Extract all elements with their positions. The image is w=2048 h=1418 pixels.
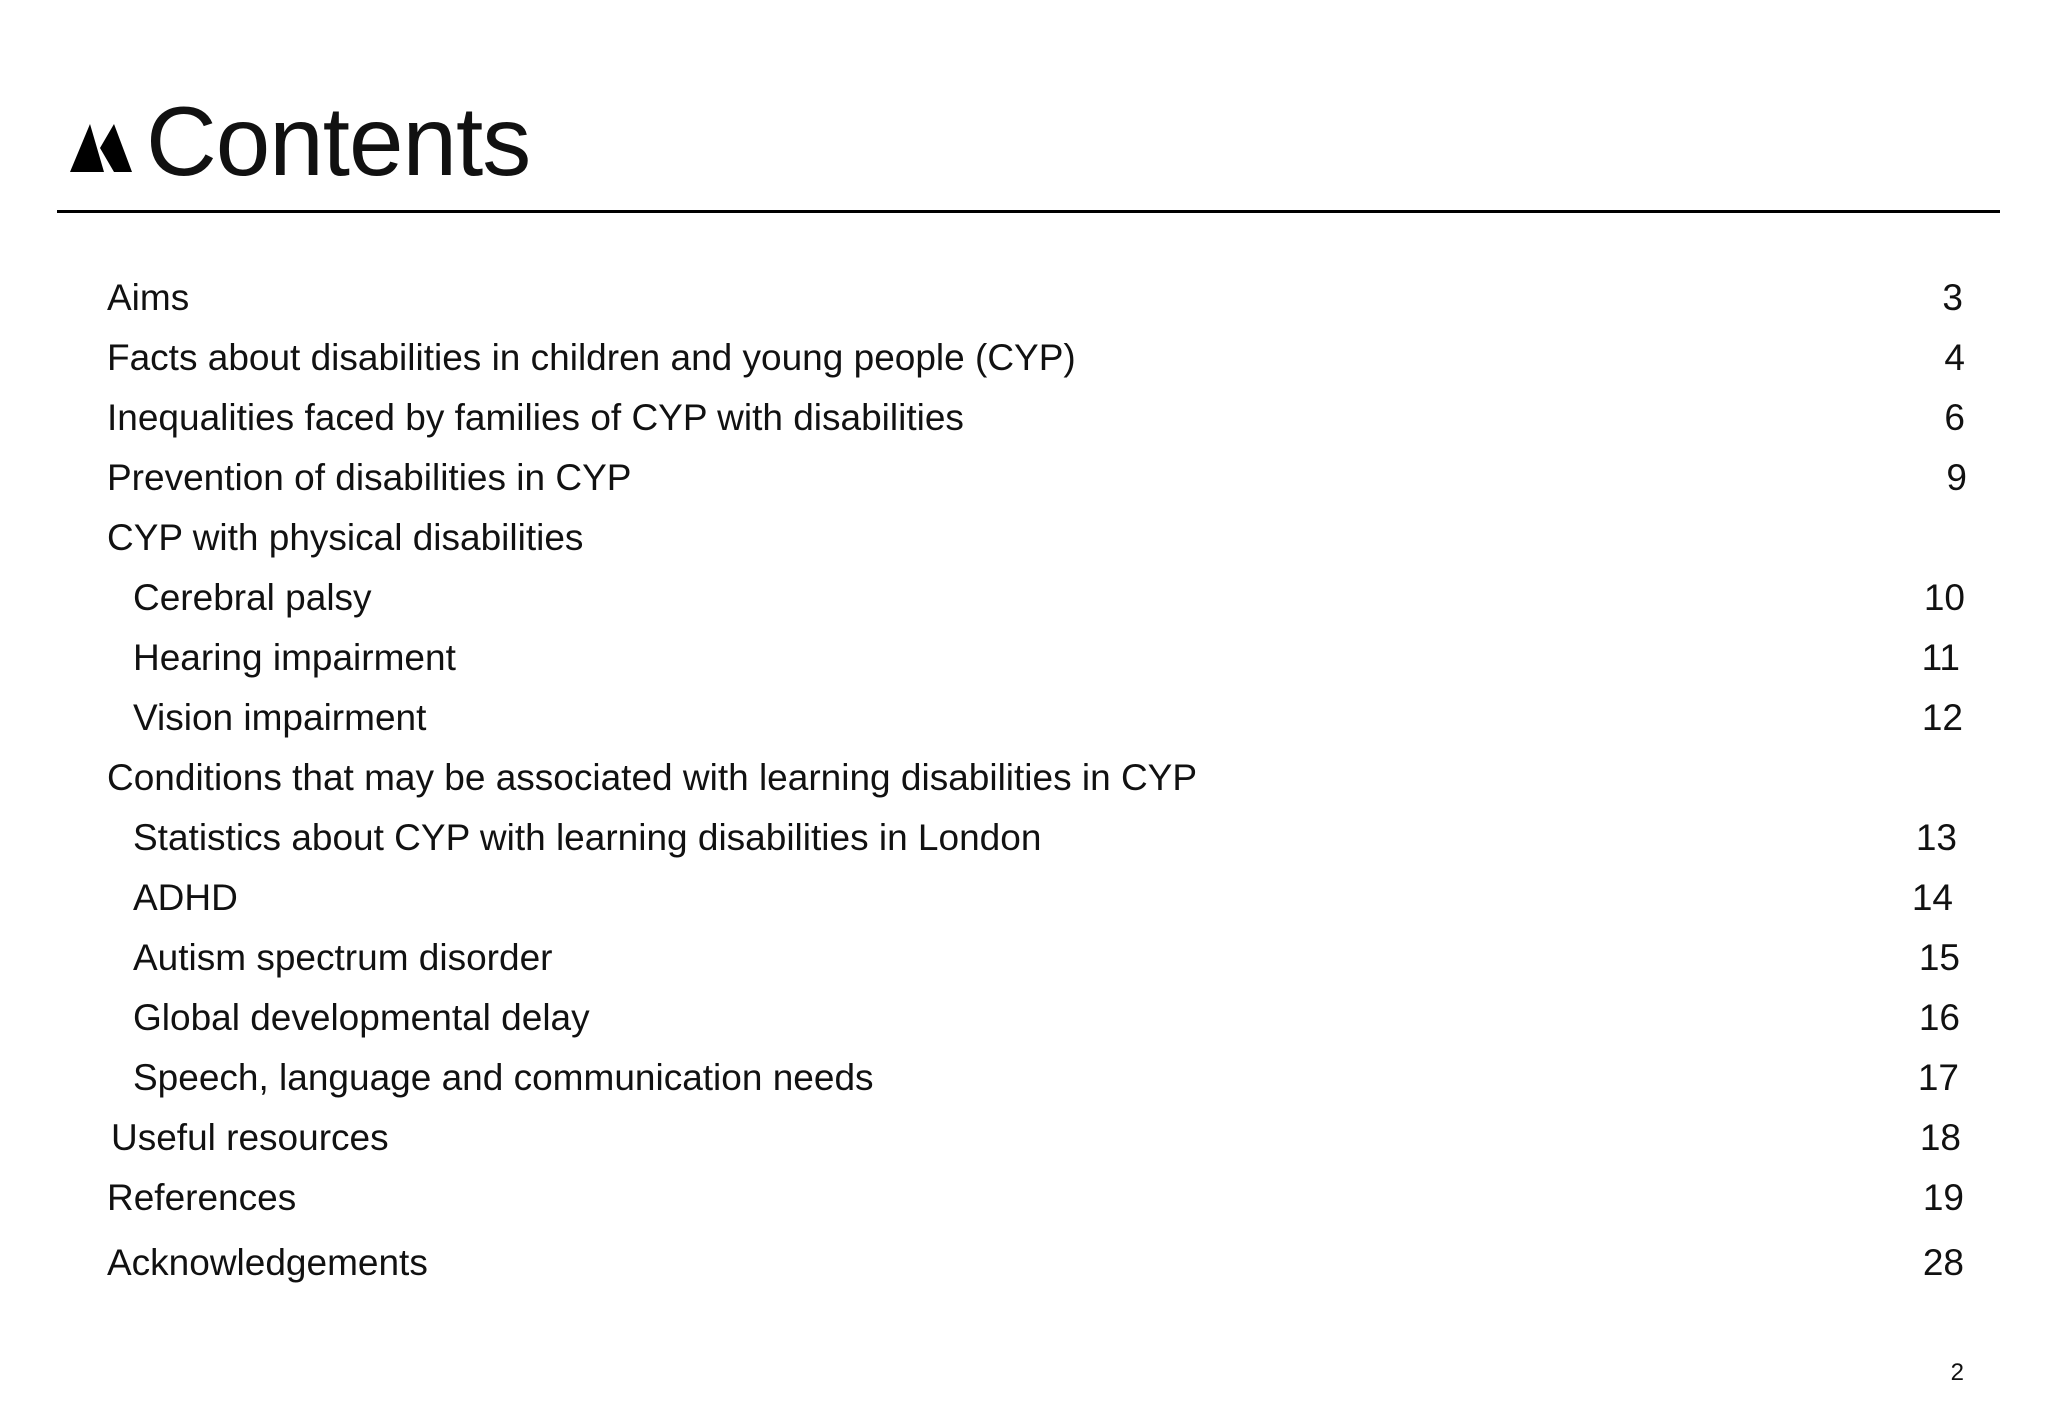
toc-entry-inequalities[interactable]	[0, 394, 2048, 442]
toc-entry-label: Inequalities faced by families of CYP with disabilities	[107, 397, 964, 438]
toc-entry-label: Acknowledgements	[107, 1242, 428, 1283]
toc-entry-page: 19	[1922, 1177, 1964, 1218]
toc-entry-useful-resources[interactable]	[0, 1114, 2048, 1162]
toc-entry-label: References	[107, 1177, 297, 1218]
toc-entry-global-delay[interactable]	[0, 994, 2048, 1042]
toc-section-physical-disabilities[interactable]	[0, 514, 2048, 562]
toc-entry-statistics-london[interactable]	[0, 814, 2048, 862]
toc-entry-label: Aims	[107, 277, 190, 318]
toc-entry-acknowledgements[interactable]	[0, 1239, 2048, 1287]
toc-entry-page: 13	[1915, 817, 1957, 858]
toc-entry-page: 6	[1944, 397, 1965, 438]
toc-entry-label: Global developmental delay	[133, 997, 590, 1038]
toc-entry-cerebral-palsy[interactable]	[0, 574, 2048, 622]
toc-entry-page: 3	[1942, 277, 1963, 318]
toc-entry-page: 16	[1918, 997, 1960, 1038]
toc-entry-page: 10	[1923, 577, 1965, 618]
toc-entry-page: 14	[1911, 877, 1953, 918]
toc-entry-references[interactable]	[0, 1174, 2048, 1222]
toc-entry-label: Vision impairment	[133, 697, 427, 738]
toc-entry-label: Prevention of disabilities in CYP	[107, 457, 632, 498]
toc-entry-adhd[interactable]	[0, 874, 2048, 922]
toc-entry-hearing-impairment[interactable]	[0, 634, 2048, 682]
toc-entry-autism[interactable]	[0, 934, 2048, 982]
toc-entry-label: Hearing impairment	[133, 637, 456, 678]
toc-entry-page: 28	[1922, 1242, 1964, 1283]
page-title: Contents	[146, 86, 531, 196]
toc-entry-label: Conditions that may be associated with learning disabilities in CYP	[107, 757, 1198, 798]
toc-entry-facts[interactable]	[0, 334, 2048, 382]
toc-entry-page: 18	[1919, 1117, 1961, 1158]
toc-entry-page: 9	[1946, 457, 1967, 498]
toc-entry-label: Statistics about CYP with learning disabilities in London	[133, 817, 1042, 858]
toc-entry-page: 15	[1918, 937, 1960, 978]
toc-entry-label: ADHD	[133, 877, 238, 918]
toc-entry-prevention[interactable]	[0, 454, 2048, 502]
toc-entry-label: Speech, language and communication needs	[133, 1057, 874, 1098]
toc-entry-page: 17	[1917, 1057, 1959, 1098]
toc-entry-label: CYP with physical disabilities	[107, 517, 584, 558]
toc-entry-label: Cerebral palsy	[133, 577, 372, 618]
toc-entry-page: 4	[1944, 337, 1965, 378]
toc-entry-aims[interactable]	[0, 274, 2048, 322]
toc-section-learning-disabilities[interactable]	[0, 754, 2048, 802]
toc-entry-page: 12	[1921, 697, 1963, 738]
toc-entry-vision-impairment[interactable]	[0, 694, 2048, 742]
slide-page-number: 2	[1950, 1359, 1964, 1386]
toc-entry-label: Facts about disabilities in children and young people (CYP)	[107, 337, 1076, 378]
toc-entry-label: Autism spectrum disorder	[133, 937, 553, 978]
toc-entry-label: Useful resources	[111, 1117, 389, 1158]
toc-entry-speech-language[interactable]	[0, 1054, 2048, 1102]
toc-entry-page: 11	[1921, 637, 1960, 678]
